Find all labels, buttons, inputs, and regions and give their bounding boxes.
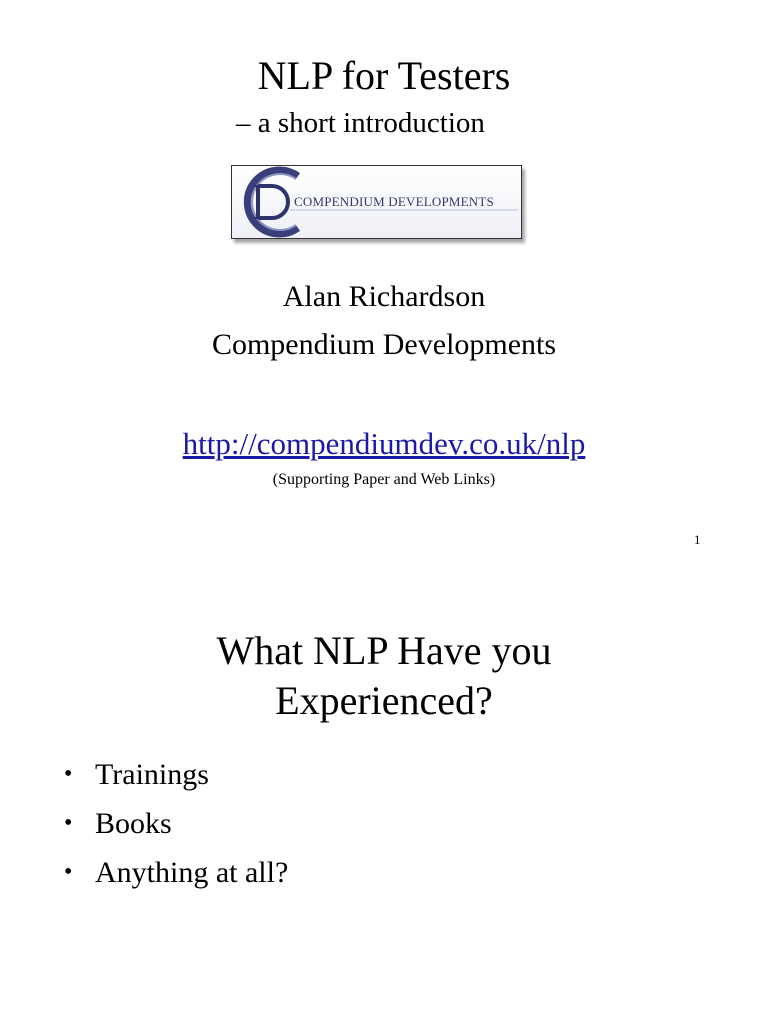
slide-subtitle: – a short introduction	[236, 107, 485, 139]
bullet-list	[60, 750, 288, 897]
company-name: Compendium Developments	[211, 328, 557, 361]
list-item	[60, 750, 288, 799]
nlp-url-link[interactable]: http://compendiumdev.co.uk/nlp	[182, 426, 586, 461]
logo-wordmark: COMPENDIUM DEVELOPMENTS	[294, 194, 494, 209]
bullet-icon: •	[64, 810, 73, 836]
list-item	[60, 799, 288, 848]
list-item-label: Trainings	[95, 758, 209, 791]
list-item-label: Books	[95, 807, 172, 840]
author-name: Alan Richardson	[282, 280, 486, 313]
bullet-icon: •	[64, 859, 73, 885]
slide2-title	[0, 626, 768, 726]
list-item-label: Anything at all?	[95, 856, 289, 889]
slide-title: NLP for Testers	[257, 53, 511, 98]
slide2-title-line1: What NLP Have you	[216, 628, 552, 673]
slide2-title-line2: Experienced?	[275, 678, 493, 723]
list-item	[60, 848, 288, 897]
bullet-icon: •	[64, 761, 73, 787]
company-logo	[231, 165, 522, 239]
page-number: 1	[694, 532, 701, 547]
url-note: (Supporting Paper and Web Links)	[272, 471, 496, 488]
